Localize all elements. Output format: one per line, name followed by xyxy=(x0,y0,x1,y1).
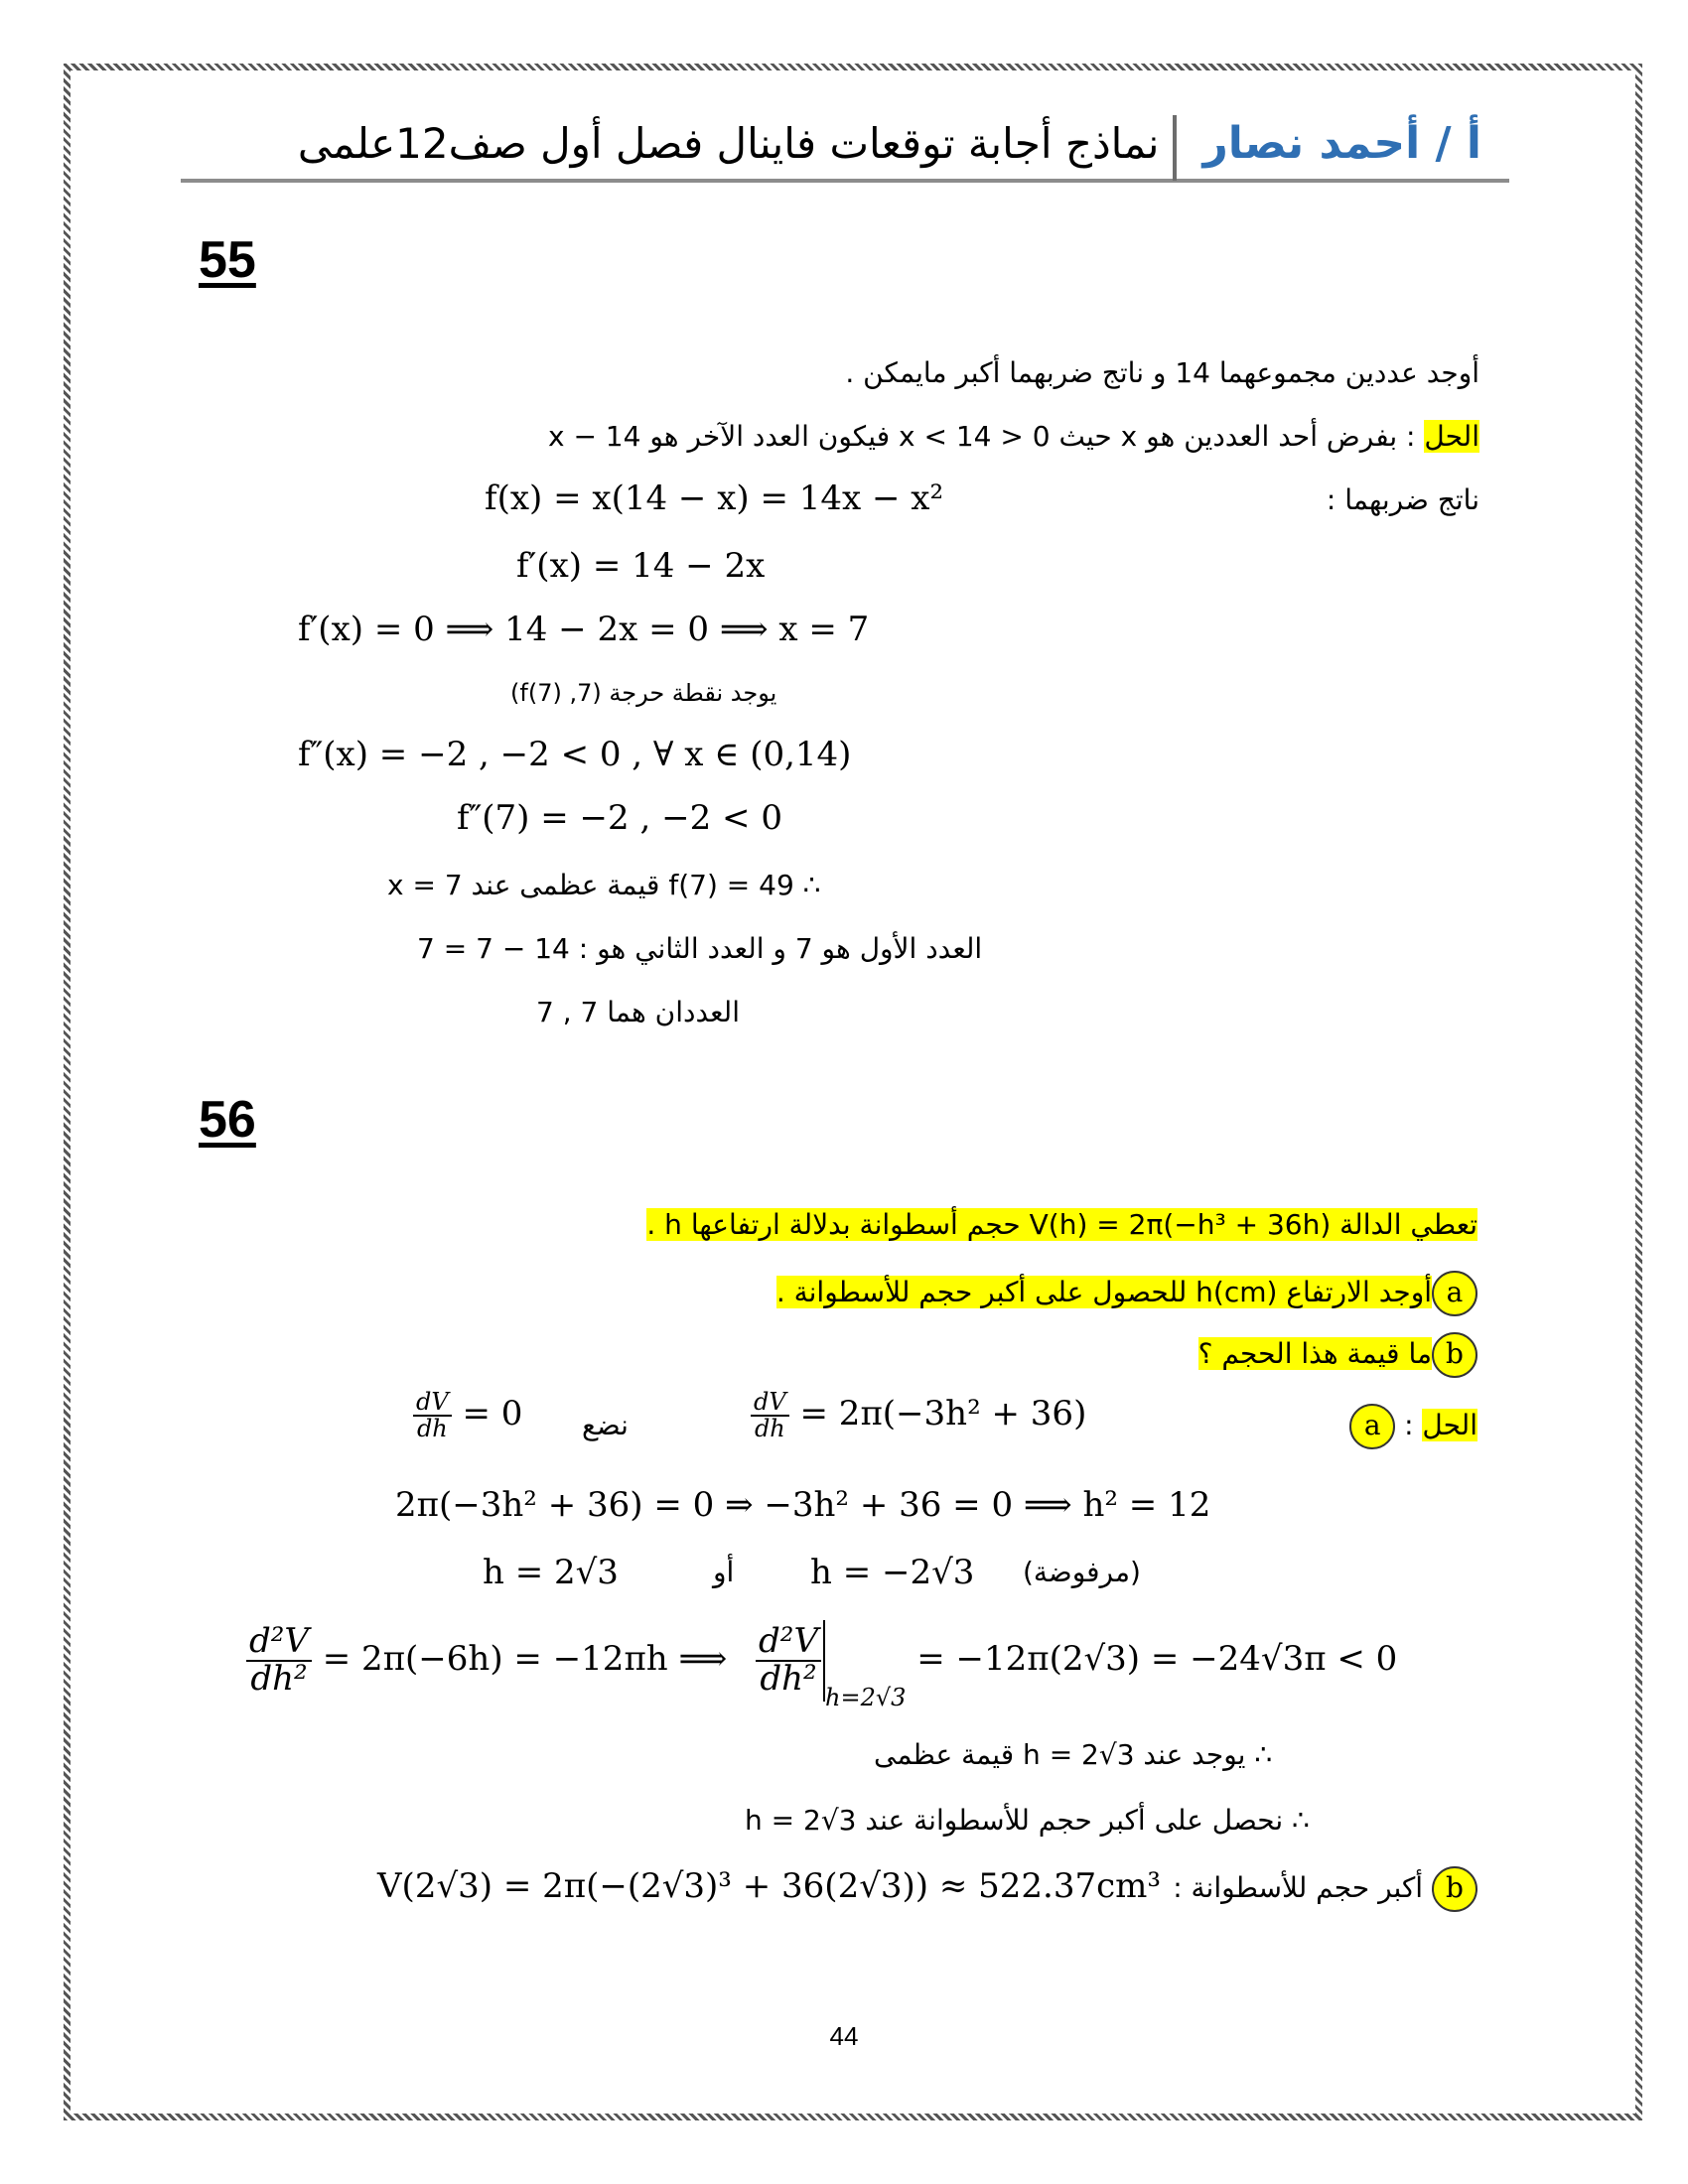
q56-set-rhs: = 0 xyxy=(462,1394,523,1434)
q56-solution-label-line: الحل : a xyxy=(1349,1404,1477,1449)
page-number: 44 xyxy=(829,2021,859,2051)
q55-numbers: العدد الأول هو 7 و العدد الثاني هو : 14 − 7 = 7 xyxy=(417,932,983,965)
q56-part-b-text: ما قيمة هذا الحجم ؟ xyxy=(1197,1337,1432,1370)
d2v-dh2-eval-fraction: $\frac{\text{d²V}}{\text{dh²}}$ xyxy=(756,1624,821,1697)
q55-product-label: ناتج ضربهما : xyxy=(1326,483,1479,516)
q56-volume-label: أكبر حجم للأسطوانة : xyxy=(1173,1871,1424,1904)
q56-derivative-rhs: = 2π(−3h² + 36) xyxy=(799,1394,1087,1434)
solution-part-b-badge: b xyxy=(1432,1866,1477,1912)
part-a-badge: a xyxy=(1432,1271,1477,1316)
q55-answer: العددان هما 7 , 7 xyxy=(536,996,740,1028)
q55-solution-label: الحل xyxy=(1424,420,1479,453)
q55-solution-line xyxy=(548,415,1479,459)
q56-eq-set-zero xyxy=(413,1390,522,1441)
d2v-dh2-fraction: $\frac{\text{d²V}}{\text{dh²}}$ xyxy=(246,1624,312,1697)
question-number-55: 55 xyxy=(199,231,256,289)
document-title: نماذج أجابة توقعات فاينال فصل أول صف12علمى xyxy=(297,118,1160,168)
part-b-badge: b xyxy=(1432,1332,1477,1378)
q56-prompt-text: تعطي الدالة V(h) = 2π(−h³ + 36h) حجم أسطوانة بدلالة ارتفاعها h . xyxy=(646,1208,1477,1241)
q56-eq-derivative xyxy=(751,1390,1086,1441)
q56-part-a xyxy=(776,1271,1477,1316)
solution-part-a-badge: a xyxy=(1349,1404,1395,1449)
q55-solution-text: : بفرض أحد العددين هو x حيث 0 < x < 14 فيكون العدد الآخر هو x − 14 xyxy=(547,420,1416,453)
q56-eval-subscript: h=2√3 xyxy=(825,1684,907,1711)
question-number-56: 56 xyxy=(199,1091,256,1149)
q56-max-volume-line: ∴ نحصل على أكبر حجم للأسطوانة عند h = 2√3 xyxy=(745,1804,1310,1837)
q56-max-line: ∴ يوجد عند h = 2√3 قيمة عظمى xyxy=(874,1738,1273,1771)
q56-or-word: أو xyxy=(713,1556,735,1588)
q56-second-rhs: = 2π(−6h) = −12πh ⟹ xyxy=(322,1639,728,1679)
q56-volume-line xyxy=(1173,1866,1477,1912)
dv-dh-fraction: $\frac{dV}{dh}$ xyxy=(751,1390,789,1441)
q56-h-positive: h = 2√3 xyxy=(483,1553,619,1592)
q55-eq-critical-solve: f′(x) = 0 ⟹ 14 − 2x = 0 ⟹ x = 7 xyxy=(298,610,870,649)
q56-h-negative: h = −2√3 xyxy=(810,1553,975,1592)
q56-part-a-text: أوجد الارتفاع h(cm) للحصول على أكبر حجم للأسطوانة . xyxy=(775,1276,1432,1308)
q55-eq-second-derivative: f″(x) = −2 , −2 < 0 , ∀ x ∈ (0,14) xyxy=(298,735,852,774)
q56-prompt xyxy=(646,1203,1477,1247)
q55-critical-point: يوجد نقطة حرجة (7, f(7)) xyxy=(510,679,777,707)
q56-solution-label: الحل xyxy=(1422,1409,1477,1441)
page-header xyxy=(181,107,1509,183)
q55-eq-product: f(x) = x(14 − x) = 14x − x² xyxy=(485,478,944,518)
q56-eq-second-derivative xyxy=(246,1620,1397,1719)
q55-eq-derivative: f′(x) = 14 − 2x xyxy=(516,546,766,586)
q56-eq-solve: 2π(−3h² + 36) = 0 ⇒ −3h² + 36 = 0 ⟹ h² = 12 xyxy=(395,1485,1211,1525)
q55-eq-second-at-7: f″(7) = −2 , −2 < 0 xyxy=(457,798,782,838)
q55-max-value: ∴ f(7) = 49 قيمة عظمى عند x = 7 xyxy=(387,869,821,901)
q56-eval-rhs: = −12π(2√3) = −24√3π < 0 xyxy=(916,1639,1398,1679)
q56-part-b xyxy=(1198,1332,1477,1378)
dv-dh-fraction-2: $\frac{dV}{dh}$ xyxy=(413,1390,452,1441)
q56-rejected: (مرفوضة) xyxy=(1023,1556,1141,1588)
q56-volume-equation: V(2√3) = 2π(−(2√3)³ + 36(2√3)) ≈ 522.37cm³ xyxy=(377,1866,1162,1906)
q55-prompt: أوجد عددين مجموعهما 14 و ناتج ضربهما أكبر مايمكن . xyxy=(845,356,1479,389)
q56-set-word: نضع xyxy=(582,1409,629,1441)
author-name: أ / أحمد نصار xyxy=(1202,117,1481,169)
